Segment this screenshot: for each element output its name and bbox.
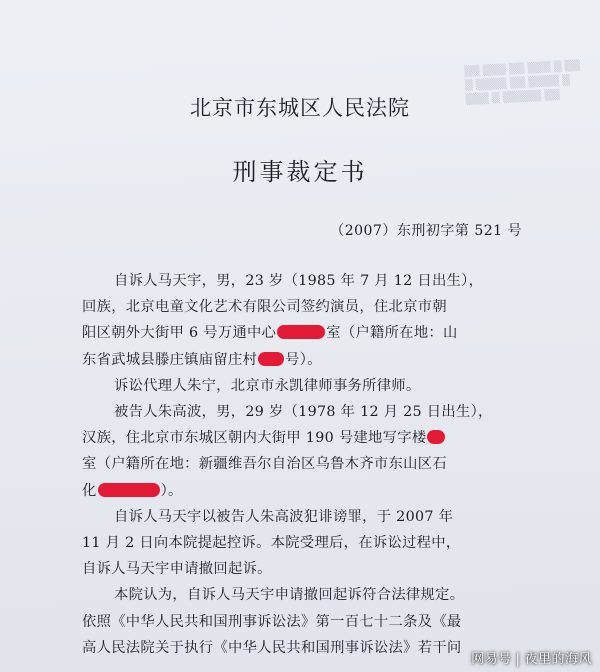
paragraph-agent	[82, 373, 572, 399]
paragraph-defendant	[82, 399, 572, 504]
text-line: 汉族，住北京市东城区朝内大街甲 190 号建地写字楼	[82, 425, 572, 451]
text-line: 高人民法院关于执行《中华人民共和国刑事诉讼法》若干问	[82, 639, 462, 656]
text-line: 东省武城县滕庄镇庙留庄村 号）。	[82, 351, 322, 368]
text-line: 自诉人马天宇，男，23 岁（1985 年 7 月 12 日出生），	[114, 273, 484, 289]
text-line: 11 月 2 日向本院提起控诉。本院受理后，在诉讼过程中，	[82, 535, 461, 552]
watermark-source: 网易号	[471, 652, 512, 667]
text-line: 回族，北京电童文化艺术有限公司签约演员，住北京市朝	[82, 299, 447, 316]
text-line: 依照《中华人民共和国刑事诉讼法》第一百七十二条及《最	[82, 613, 462, 630]
text-line: 自诉人马天宇以被告人朱高波犯诽谤罪，于 2007 年	[114, 508, 454, 525]
redaction-mark	[427, 430, 445, 444]
text-line: 本院认为，自诉人马天宇申请撤回起诉符合法律规定。	[114, 587, 465, 604]
court-name: 北京市东城区人民法院	[190, 96, 410, 120]
bleed-through-text: ▒▒ ▒▒▒ ▒▒ ▒▒▒ ▒ ▒▒ ▒ ▒▒▒▒ ▒▒ ▒▒▒▒ ▒ ▒▒▒ ▒ ▒▒▒▒▒ ▒▒	[464, 60, 581, 106]
text-line: 阳区朝外大街甲 6 号万通中心 室（户籍所在地：山	[82, 325, 458, 342]
judgment-body	[82, 268, 572, 661]
paragraph-procedure	[82, 504, 572, 583]
text-line: 化 ）。	[82, 482, 183, 499]
text-line: 室（户籍所在地：新疆维吾尔自治区乌鲁木齐市东山区石	[82, 456, 447, 473]
paragraph-plaintiff	[82, 268, 572, 373]
document-title: 刑事裁定书	[232, 158, 368, 186]
redaction-mark	[258, 352, 284, 366]
text-line: 自诉人马天宇申请撤回起诉。	[82, 561, 272, 578]
redaction-mark	[277, 325, 325, 339]
text-line: 诉讼代理人朱宁，北京市永凯律师事务所律师。	[114, 377, 421, 394]
case-number: （2007）东刑初字第 521 号	[330, 223, 522, 239]
watermark-author: 夜里的海风	[524, 652, 592, 667]
redaction-mark	[98, 483, 160, 497]
watermark: 网易号 | 夜里的海风	[471, 652, 592, 667]
text-line: 被告人朱高波，男，29 岁（1978 年 12 月 25 日出生），	[114, 404, 493, 421]
